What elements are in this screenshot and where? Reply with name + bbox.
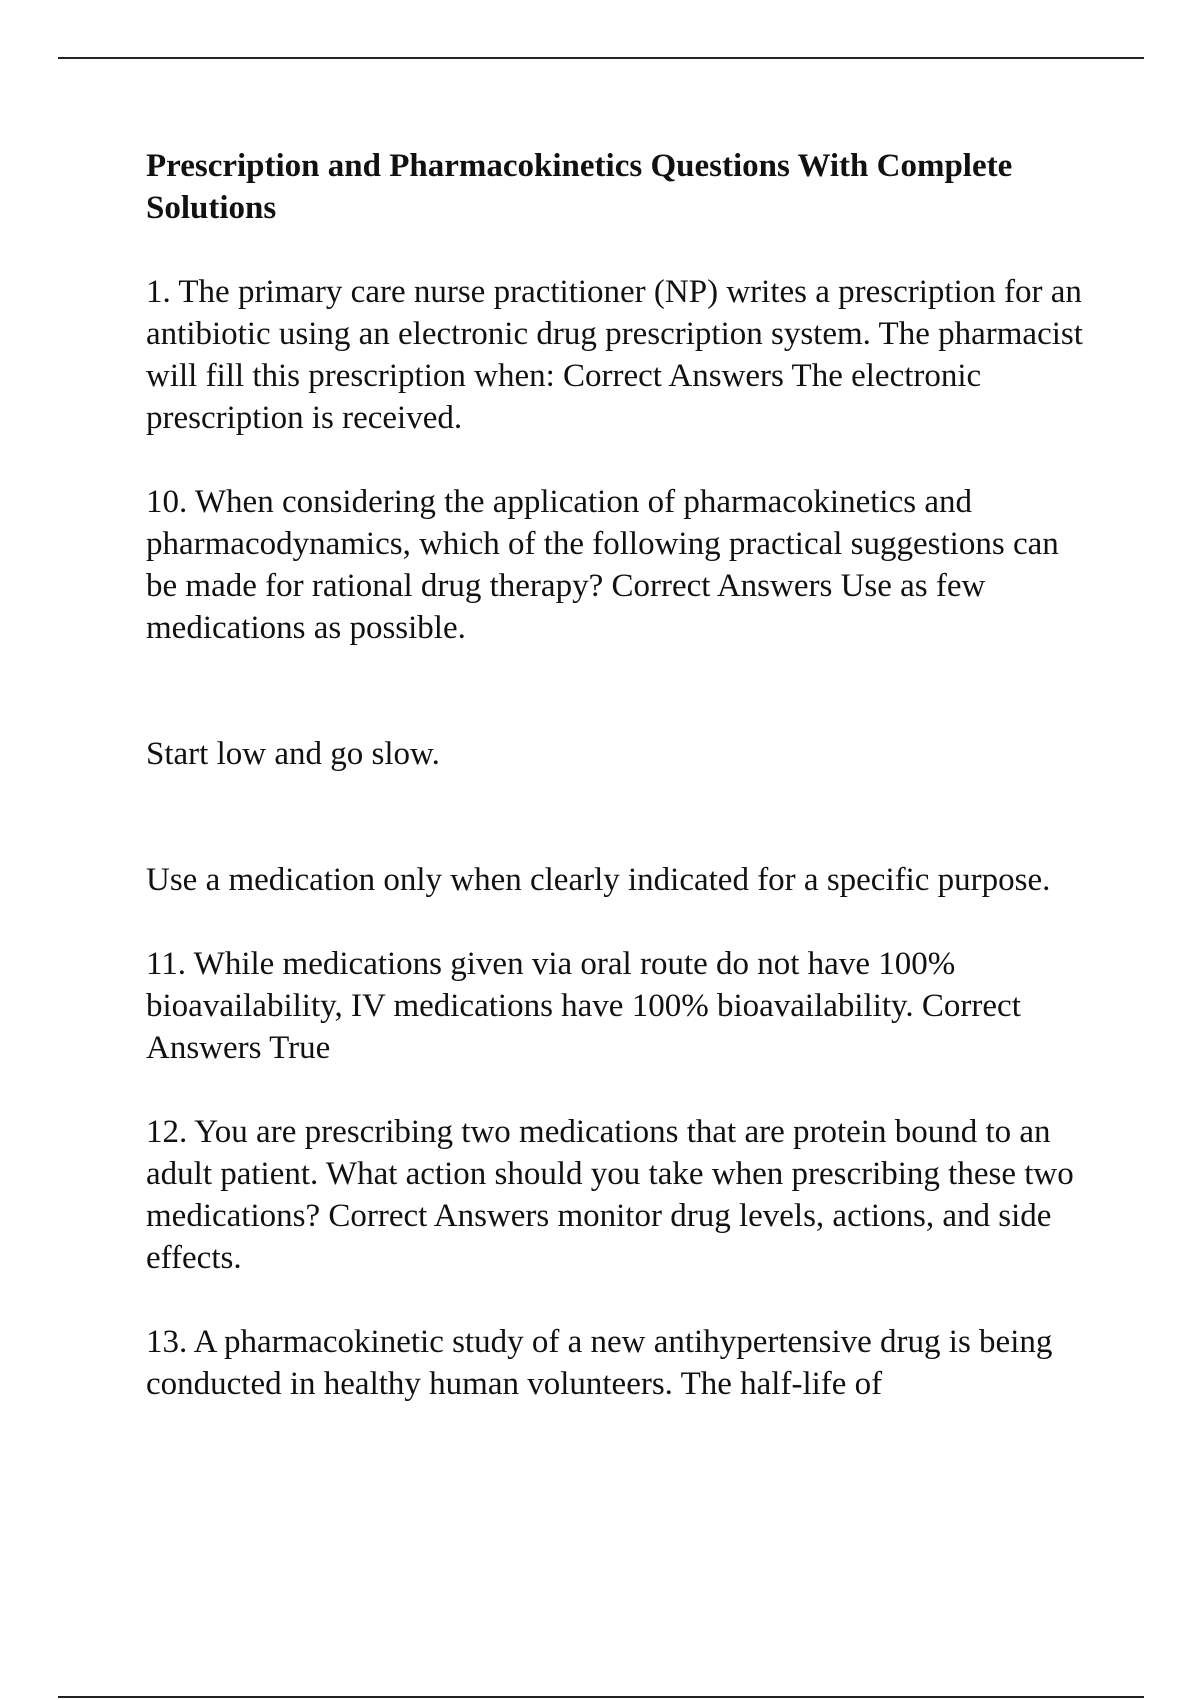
top-divider: [58, 57, 1144, 59]
question-1: 1. The primary care nurse practitioner (NP) writes a prescription for an antibiotic using an electronic drug prescription system. The pharmacist will fill this prescription when: Correct Answers The electronic prescription is received.: [146, 274, 1083, 436]
question-13: 13. A pharmacokinetic study of a new antihypertensive drug is being conducted in healthy human volunteers. The half-life of: [146, 1324, 1053, 1402]
bottom-divider: [58, 1696, 1144, 1698]
question-12: 12. You are prescribing two medications that are protein bound to an adult patient. What action should you take when prescribing these two medications? Correct Answers monitor drug levels, actions, and side effects.: [146, 1114, 1074, 1276]
question-10: 10. When considering the application of pharmacokinetics and pharmacodynamics, which of the following practical suggestions can be made for rational drug therapy? Correct Answers Use as few medications as possible.: [146, 484, 1059, 646]
answer-line-use-medication: Use a medication only when clearly indicated for a specific purpose.: [146, 862, 1051, 898]
document-body: [146, 145, 1086, 1447]
document-title: Prescription and Pharmacokinetics Questions With Complete Solutions: [146, 148, 1013, 226]
question-11: 11. While medications given via oral route do not have 100% bioavailability, IV medications have 100% bioavailability. Correct Answers True: [146, 946, 1021, 1066]
answer-line-start-low: Start low and go slow.: [146, 736, 440, 772]
